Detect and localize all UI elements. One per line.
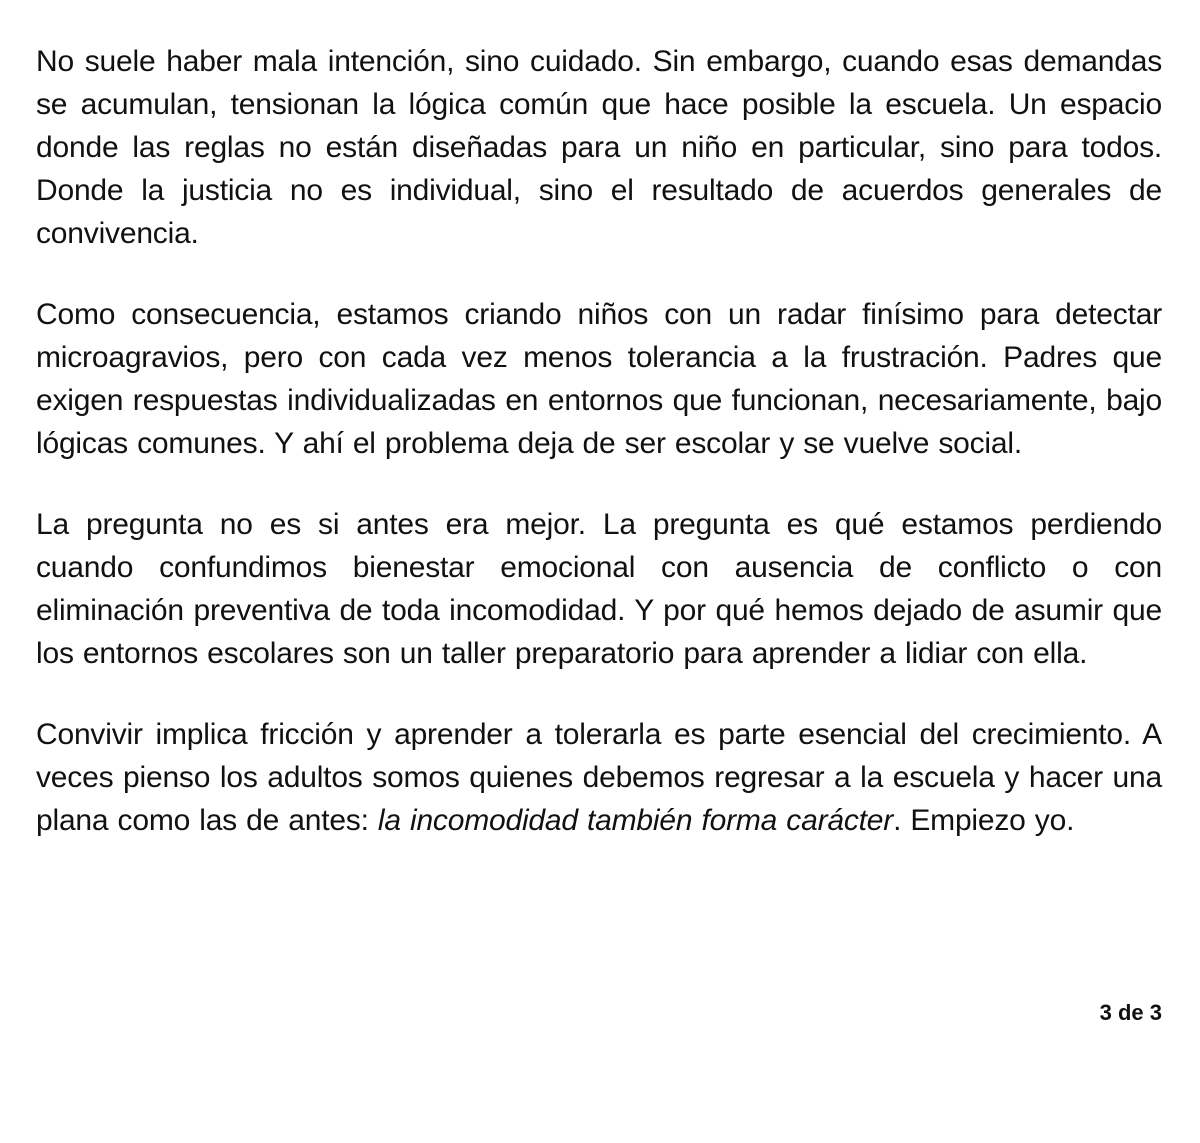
paragraph-1: No suele haber mala intención, sino cuidado. Sin embargo, cuando esas demandas se acumulan, tensionan la lógica común que hace posible la escuela. Un espacio donde las reglas no están diseñadas para un niño en particular, sino para todos. Donde la justicia no es individual, sino el resultado de acuerdos generales de convivencia. bbox=[36, 45, 1162, 250]
page-counter: 3 de 3 bbox=[1099, 1000, 1162, 1025]
paragraph-4-text-after: . Empiezo yo. bbox=[893, 804, 1075, 837]
paragraph-3: La pregunta no es si antes era mejor. La pregunta es qué estamos perdiendo cuando confundimos bienestar emocional con ausencia de conflicto o con eliminación preventiva de toda incomodidad. Y por qué hemos dejado de asumir que los entornos escolares son un taller preparatorio para aprender a lidiar con ella. bbox=[36, 508, 1162, 670]
paragraph-4-text-before: Convivir implica fricción y aprender a tolerarla es parte esencial del crecimiento. A veces pienso los adultos somos quienes debemos regresar a la escuela y hacer una plana como las de antes: bbox=[36, 718, 1162, 837]
paragraph-2: Como consecuencia, estamos criando niños con un radar finísimo para detectar microagravios, pero con cada vez menos tolerancia a la frustración. Padres que exigen respuestas individualizadas en entornos que funcionan, necesariamente, bajo lógicas comunes. Y ahí el problema deja de ser escolar y se vuelve social. bbox=[36, 298, 1162, 460]
paragraph-4 bbox=[36, 713, 1162, 842]
paragraph-4-italic-phrase: la incomodidad también forma carácter bbox=[377, 804, 894, 837]
document-body bbox=[36, 40, 1162, 880]
